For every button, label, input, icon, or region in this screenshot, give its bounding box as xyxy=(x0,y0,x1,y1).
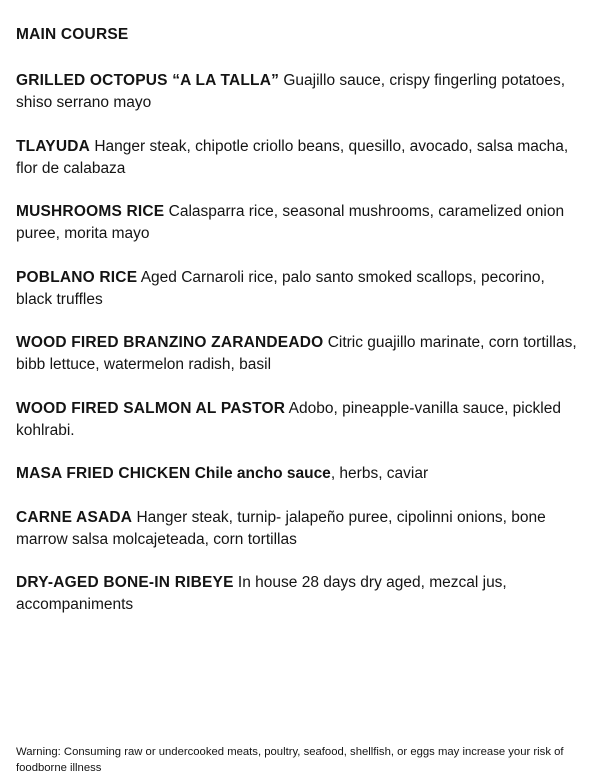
menu-list xyxy=(16,70,584,638)
menu-item-branzino xyxy=(16,332,584,376)
menu-item-grilled-octopus xyxy=(16,70,584,114)
dish-name: TLAYUDA xyxy=(16,137,91,155)
dish-name: CARNE ASADA xyxy=(16,508,133,526)
allergen-warning: Warning: Consuming raw or undercooked meats, poultry, seafood, shellfish, or eggs may increase your risk of foodborne illness xyxy=(16,746,564,774)
dish-description: Citric guajillo marinate, corn tortillas, bibb lettuce, watermelon radish, basil xyxy=(16,334,577,373)
dish-name: WOOD FIRED BRANZINO ZARANDEADO xyxy=(16,334,324,351)
dish-description: In house 28 days dry aged, mezcal jus, accompaniments xyxy=(16,574,507,613)
dish-description: Adobo, pineapple-vanilla sauce, pickled kohlrabi. xyxy=(16,399,561,439)
dish-description: Calasparra rice, seasonal mushrooms, caramelized onion puree, morita mayo xyxy=(16,203,565,242)
menu-item-ribeye xyxy=(16,572,584,616)
menu-item-carne-asada xyxy=(16,507,584,551)
dish-name: MUSHROOMS RICE xyxy=(16,203,165,220)
dish-name: DRY-AGED BONE-IN RIBEYE xyxy=(16,574,234,591)
dish-description: Aged Carnaroli rice, palo santo smoked scallops, pecorino, black truffles xyxy=(16,268,545,308)
menu-item-mushrooms-rice xyxy=(16,201,584,245)
dish-name: GRILLED OCTOPUS “A LA TALLA” xyxy=(16,72,280,89)
dish-description: Hanger steak, turnip- jalapeño puree, cipolinni onions, bone marrow salsa molcajeteada, corn tortillas xyxy=(16,508,546,548)
dish-name: MASA FRIED CHICKEN xyxy=(16,465,191,482)
dish-description: Guajillo sauce, crispy fingerling potatoes, shiso serrano mayo xyxy=(16,72,566,111)
section-title: MAIN COURSE xyxy=(16,26,129,43)
menu-item-masa-fried-chicken xyxy=(16,463,584,485)
dish-name: WOOD FIRED SALMON AL PASTOR xyxy=(16,399,286,417)
menu-item-poblano-rice xyxy=(16,267,584,311)
menu-item-salmon-al-pastor xyxy=(16,398,584,442)
menu-item-tlayuda xyxy=(16,136,584,180)
dish-name: POBLANO RICE xyxy=(16,268,138,286)
dish-description-highlight: Chile ancho sauce xyxy=(194,465,331,482)
dish-description: Hanger steak, chipotle criollo beans, quesillo, avocado, salsa macha, flor de calabaza xyxy=(16,137,569,177)
dish-description: , herbs, caviar xyxy=(330,465,429,482)
